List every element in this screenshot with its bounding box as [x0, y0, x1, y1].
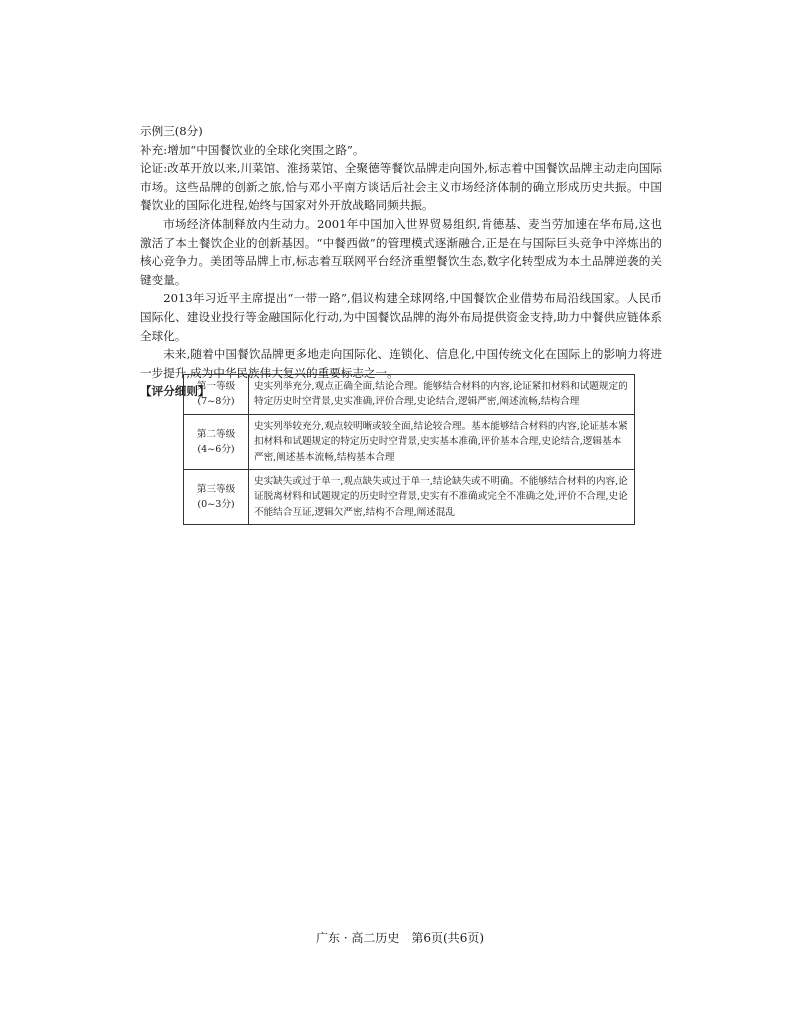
rubric-row — [184, 375, 635, 415]
rubric-title: 【评分细则】 — [140, 384, 210, 399]
grade-cell — [184, 414, 249, 469]
rubric-table — [183, 374, 635, 525]
grade-description: 史实缺失或过于单一,观点缺失或过于单一,结论缺失或不明确。不能够结合材料的内容,论证脱离材料和试题规定的历史时空背景,史实有不准确或完全不准确之处,评价不合理,史论不能结合互证,逻辑欠严密,结构不合理,阐述混乱 — [249, 470, 635, 525]
argument-paragraph-1: 论证:改革开放以来,川菜馆、淮扬菜馆、全聚德等餐饮品牌走向国外,标志着中国餐饮品牌主动走向国际市场。这些品牌的创新之旅,恰与邓小平南方谈话后社会主义市场经济体制的确立形成历史共振。中国餐饮业的国际化进程,始终与国家对外开放战略同频共振。 — [140, 161, 662, 213]
rubric-row — [184, 414, 635, 469]
grade-range: (4~6分) — [197, 443, 235, 455]
argument-paragraph-3: 2013年习近平主席提出“一带一路”,倡议构建全球网络,中国餐饮企业借势布局沿线国家。人民币国际化、建设业投行等金融国际化行动,为中国餐饮品牌的海外布局提供资金支持,助力中餐供应链体系全球化。 — [140, 291, 662, 343]
argument-paragraph-2: 市场经济体制释放内生动力。2001年中国加入世界贸易组织,肯德基、麦当劳加速在华布局,这也激活了本土餐饮企业的创新基因。“中餐西做”的管理模式逐渐融合,正是在与国际巨头竞争中淬炼出的核心竞争力。美团等品牌上市,标志着互联网平台经济重塑餐饮生态,数字化转型成为本土品牌逆袭的关键变量。 — [140, 216, 662, 287]
grade-description: 史实列举较充分,观点较明晰或较全面,结论较合理。基本能够结合材料的内容,论证基本紧扣材料和试题规定的特定历史时空背景,史实基本准确,评价基本合理,史论结合,逻辑基本严密,阐述基本流畅,结构基本合理 — [249, 414, 635, 469]
example-heading: 示例三(8分) — [140, 124, 203, 138]
grade-range: (7~8分) — [197, 396, 235, 408]
grade-label: 第三等级 — [196, 483, 236, 495]
grade-label: 第一等级 — [196, 381, 236, 392]
grade-cell — [184, 375, 249, 415]
answer-content — [140, 122, 662, 401]
argument-paragraph-4: 未来,随着中国餐饮品牌更多地走向国际化、连锁化、信息化,中国传统文化在国际上的影响力将进一步提升,成为中华民族伟大复兴的重要标志之一。 — [140, 347, 662, 380]
grade-cell — [184, 470, 249, 525]
grade-label: 第二等级 — [196, 428, 236, 440]
grade-range: (0~3分) — [197, 499, 235, 511]
grade-description: 史实列举充分,观点正确全面,结论合理。能够结合材料的内容,论证紧扣材料和试题规定的特定历史时空背景,史实准确,评价合理,史论结合,逻辑严密,阐述流畅,结构合理 — [249, 375, 635, 415]
rubric-row — [184, 470, 635, 525]
page-footer: 广东 · 高二历史 第6页(共6页) — [315, 931, 485, 945]
supplement-line: 补充:增加“中国餐饮业的全球化突围之路”。 — [140, 142, 365, 157]
